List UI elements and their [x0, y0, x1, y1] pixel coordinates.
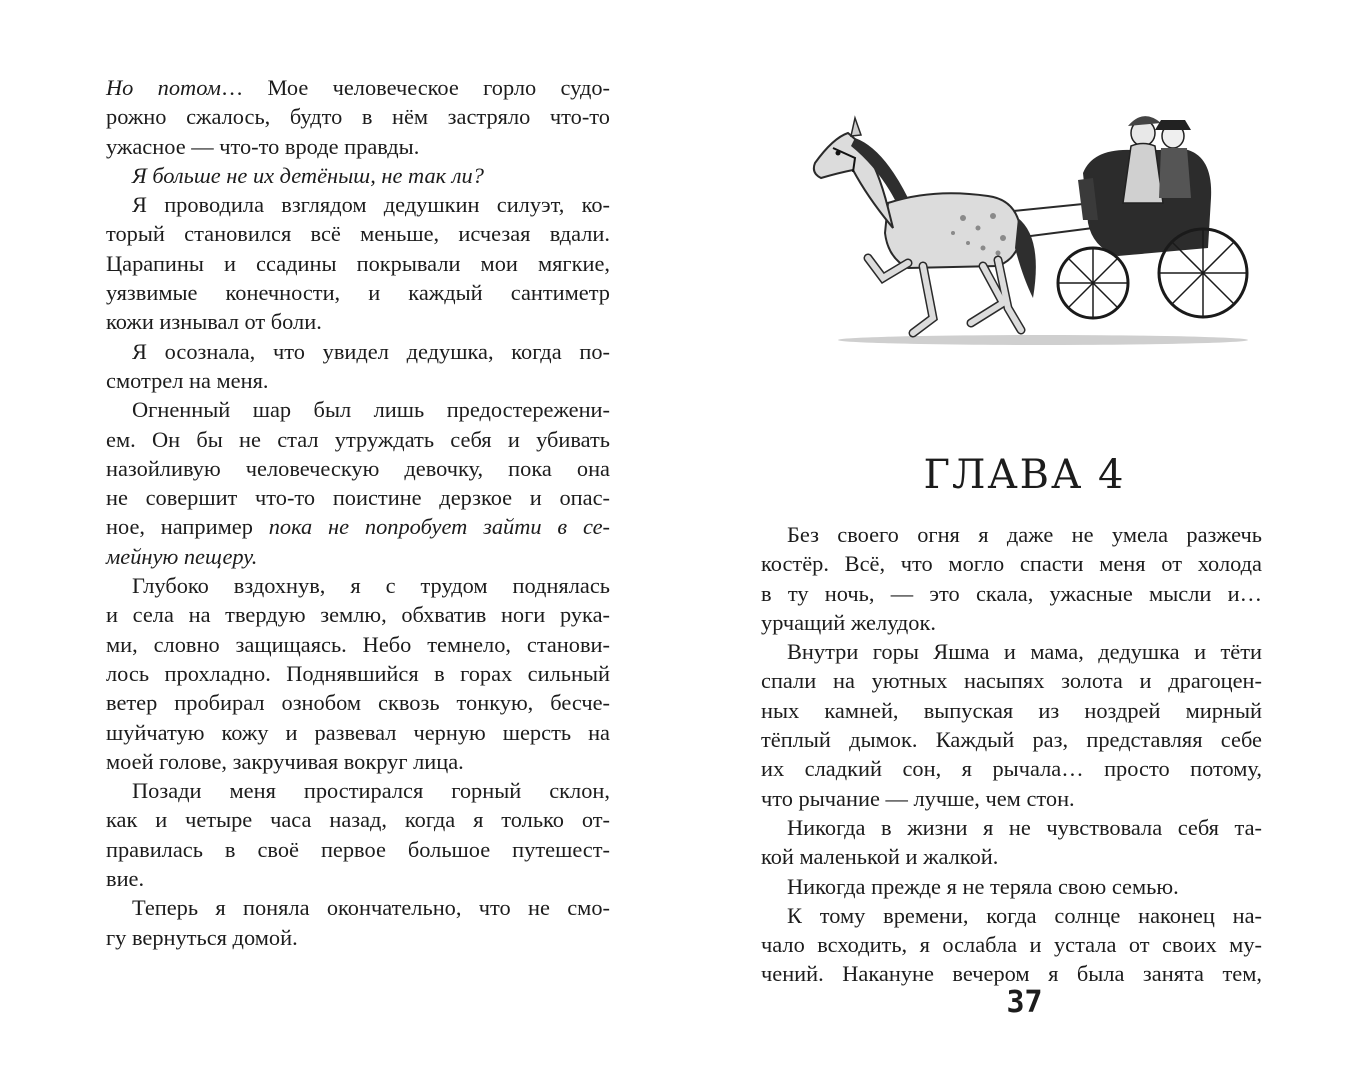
text-line — [106, 893, 610, 922]
text-line — [761, 520, 1262, 549]
text-span: ных камней, выпуская из ноздрей мирный — [761, 697, 1262, 723]
text-span: Никогда в жизни я не чувствовала себя та- — [787, 814, 1262, 840]
text-span: Глубоко вздохнув, я с трудом поднялась — [132, 573, 610, 599]
text-line — [106, 337, 610, 366]
right-page — [683, 0, 1366, 1080]
text-line — [106, 718, 610, 747]
text-span: как и четыре часа назад, когда я только от- — [106, 807, 610, 833]
text-line — [106, 776, 610, 805]
chapter-heading: ГЛАВА 4 — [923, 452, 1126, 498]
text-span: костёр. Всё, что могло спасти меня от холода — [761, 551, 1262, 577]
text-line — [106, 659, 610, 688]
text-span: Позади меня простирался горный склон, — [132, 778, 610, 804]
text-span: смотрел на меня. — [106, 367, 269, 393]
text-span: Теперь я поняла окончательно, что не смо- — [132, 895, 610, 921]
text-line — [106, 249, 610, 278]
text-line — [106, 161, 610, 190]
text-line — [106, 688, 610, 717]
text-line — [761, 608, 1262, 637]
text-line — [106, 483, 610, 512]
text-span: Никогда прежде я не теряла свою семью. — [787, 873, 1179, 899]
text-span: их сладкий сон, я рычала… просто потому, — [761, 756, 1262, 782]
text-span: Без своего огня я даже не умела разжечь — [787, 522, 1262, 547]
italic-text: Но потом — [106, 75, 221, 100]
text-line — [106, 630, 610, 659]
page-number: 37 — [1006, 985, 1043, 1020]
text-span: ми, словно защищаясь. Небо темнело, станови- — [106, 631, 610, 657]
text-line — [761, 696, 1262, 725]
text-span: и села на твердую землю, обхватив ноги рука- — [106, 602, 610, 628]
text-line — [106, 600, 610, 629]
text-line — [761, 754, 1262, 783]
italic-text: Я больше не их детёныш, не так ли? — [132, 162, 484, 188]
text-line — [761, 549, 1262, 578]
text-span: Я проводила взглядом дедушкин силуэт, ко- — [132, 192, 610, 218]
text-span: Я осознала, что увидел дедушка, когда по- — [132, 338, 610, 364]
text-line — [761, 784, 1262, 813]
text-line — [106, 395, 610, 424]
text-line — [106, 307, 610, 336]
text-span: спали на уютных насыпях золота и драгоцен- — [761, 668, 1262, 694]
text-span: кой маленькой и жалкой. — [761, 844, 999, 870]
horse-carriage-illustration — [793, 108, 1263, 348]
text-span: моей голове, закручивая вокруг лица. — [106, 748, 464, 774]
text-line — [106, 454, 610, 483]
text-line — [106, 571, 610, 600]
text-span: гу вернуться домой. — [106, 924, 298, 950]
text-span: кожи изнывал от боли. — [106, 309, 322, 335]
text-span: назойливую человеческую девочку, пока она — [106, 455, 610, 481]
text-span: лось прохладно. Поднявшийся в горах сильный — [106, 660, 610, 686]
text-line — [761, 901, 1262, 930]
text-line — [761, 813, 1262, 842]
text-span: чало всходить, я ослабла и устала от своих му- — [761, 932, 1262, 958]
text-line — [106, 805, 610, 834]
text-span: урчащий желудок. — [761, 609, 936, 635]
text-span: ное, например — [106, 514, 269, 540]
text-span: тёплый дымок. Каждый раз, представляя себе — [761, 727, 1262, 753]
text-span: ем. Он бы не стал утруждать себя и убивать — [106, 426, 610, 452]
text-span: уязвимые конечности, и каждый сантиметр — [106, 280, 610, 306]
left-page-text — [106, 73, 610, 952]
text-line — [761, 666, 1262, 695]
text-line — [761, 872, 1262, 901]
text-span: чений. Накануне вечером я была занята тем, — [761, 961, 1262, 987]
text-span: что рычание — лучше, чем стон. — [761, 785, 1075, 811]
text-line — [106, 923, 610, 952]
text-line — [761, 579, 1262, 608]
text-line — [106, 542, 610, 571]
text-span: не совершит что-то поистине дерзкое и опас- — [106, 485, 610, 511]
text-span: ветер пробирал ознобом сквозь тонкую, бесче- — [106, 690, 610, 716]
text-span: в ту ночь, — это скала, ужасные мысли и… — [761, 580, 1262, 606]
text-span: К тому времени, когда солнце наконец на- — [787, 902, 1262, 928]
text-line — [106, 278, 610, 307]
text-span: Внутри горы Яшма и мама, дедушка и тёти — [787, 639, 1262, 665]
italic-text: пока не попробует зайти в се- — [268, 514, 610, 540]
text-line — [761, 725, 1262, 754]
text-span: правилась в своё первое большое путешест- — [106, 836, 610, 862]
text-line — [106, 190, 610, 219]
text-span: шуйчатую кожу и развевал черную шерсть на — [106, 719, 610, 745]
text-line — [106, 132, 610, 161]
italic-text: мейную пещеру. — [106, 543, 258, 569]
text-span: Огненный шар был лишь предостережени- — [132, 397, 610, 423]
text-line — [106, 73, 610, 102]
text-line — [106, 425, 610, 454]
text-span: торый становился всё меньше, исчезая вдали. — [106, 221, 610, 247]
text-span: … Мое человеческое горло судо- — [220, 75, 610, 100]
text-line — [761, 930, 1262, 959]
text-line — [106, 102, 610, 131]
right-page-text — [761, 520, 1262, 989]
text-line — [106, 835, 610, 864]
text-line — [761, 842, 1262, 871]
text-line — [761, 637, 1262, 666]
text-span: рожно сжалось, будто в нём застряло что-то — [106, 104, 610, 130]
text-span: Царапины и ссадины покрывали мои мягкие, — [106, 250, 610, 276]
text-line — [106, 366, 610, 395]
text-line — [106, 512, 610, 541]
text-line — [106, 219, 610, 248]
text-line — [106, 864, 610, 893]
text-line — [106, 747, 610, 776]
text-span: ужасное — что-то вроде правды. — [106, 133, 420, 159]
text-span: вие. — [106, 866, 145, 892]
